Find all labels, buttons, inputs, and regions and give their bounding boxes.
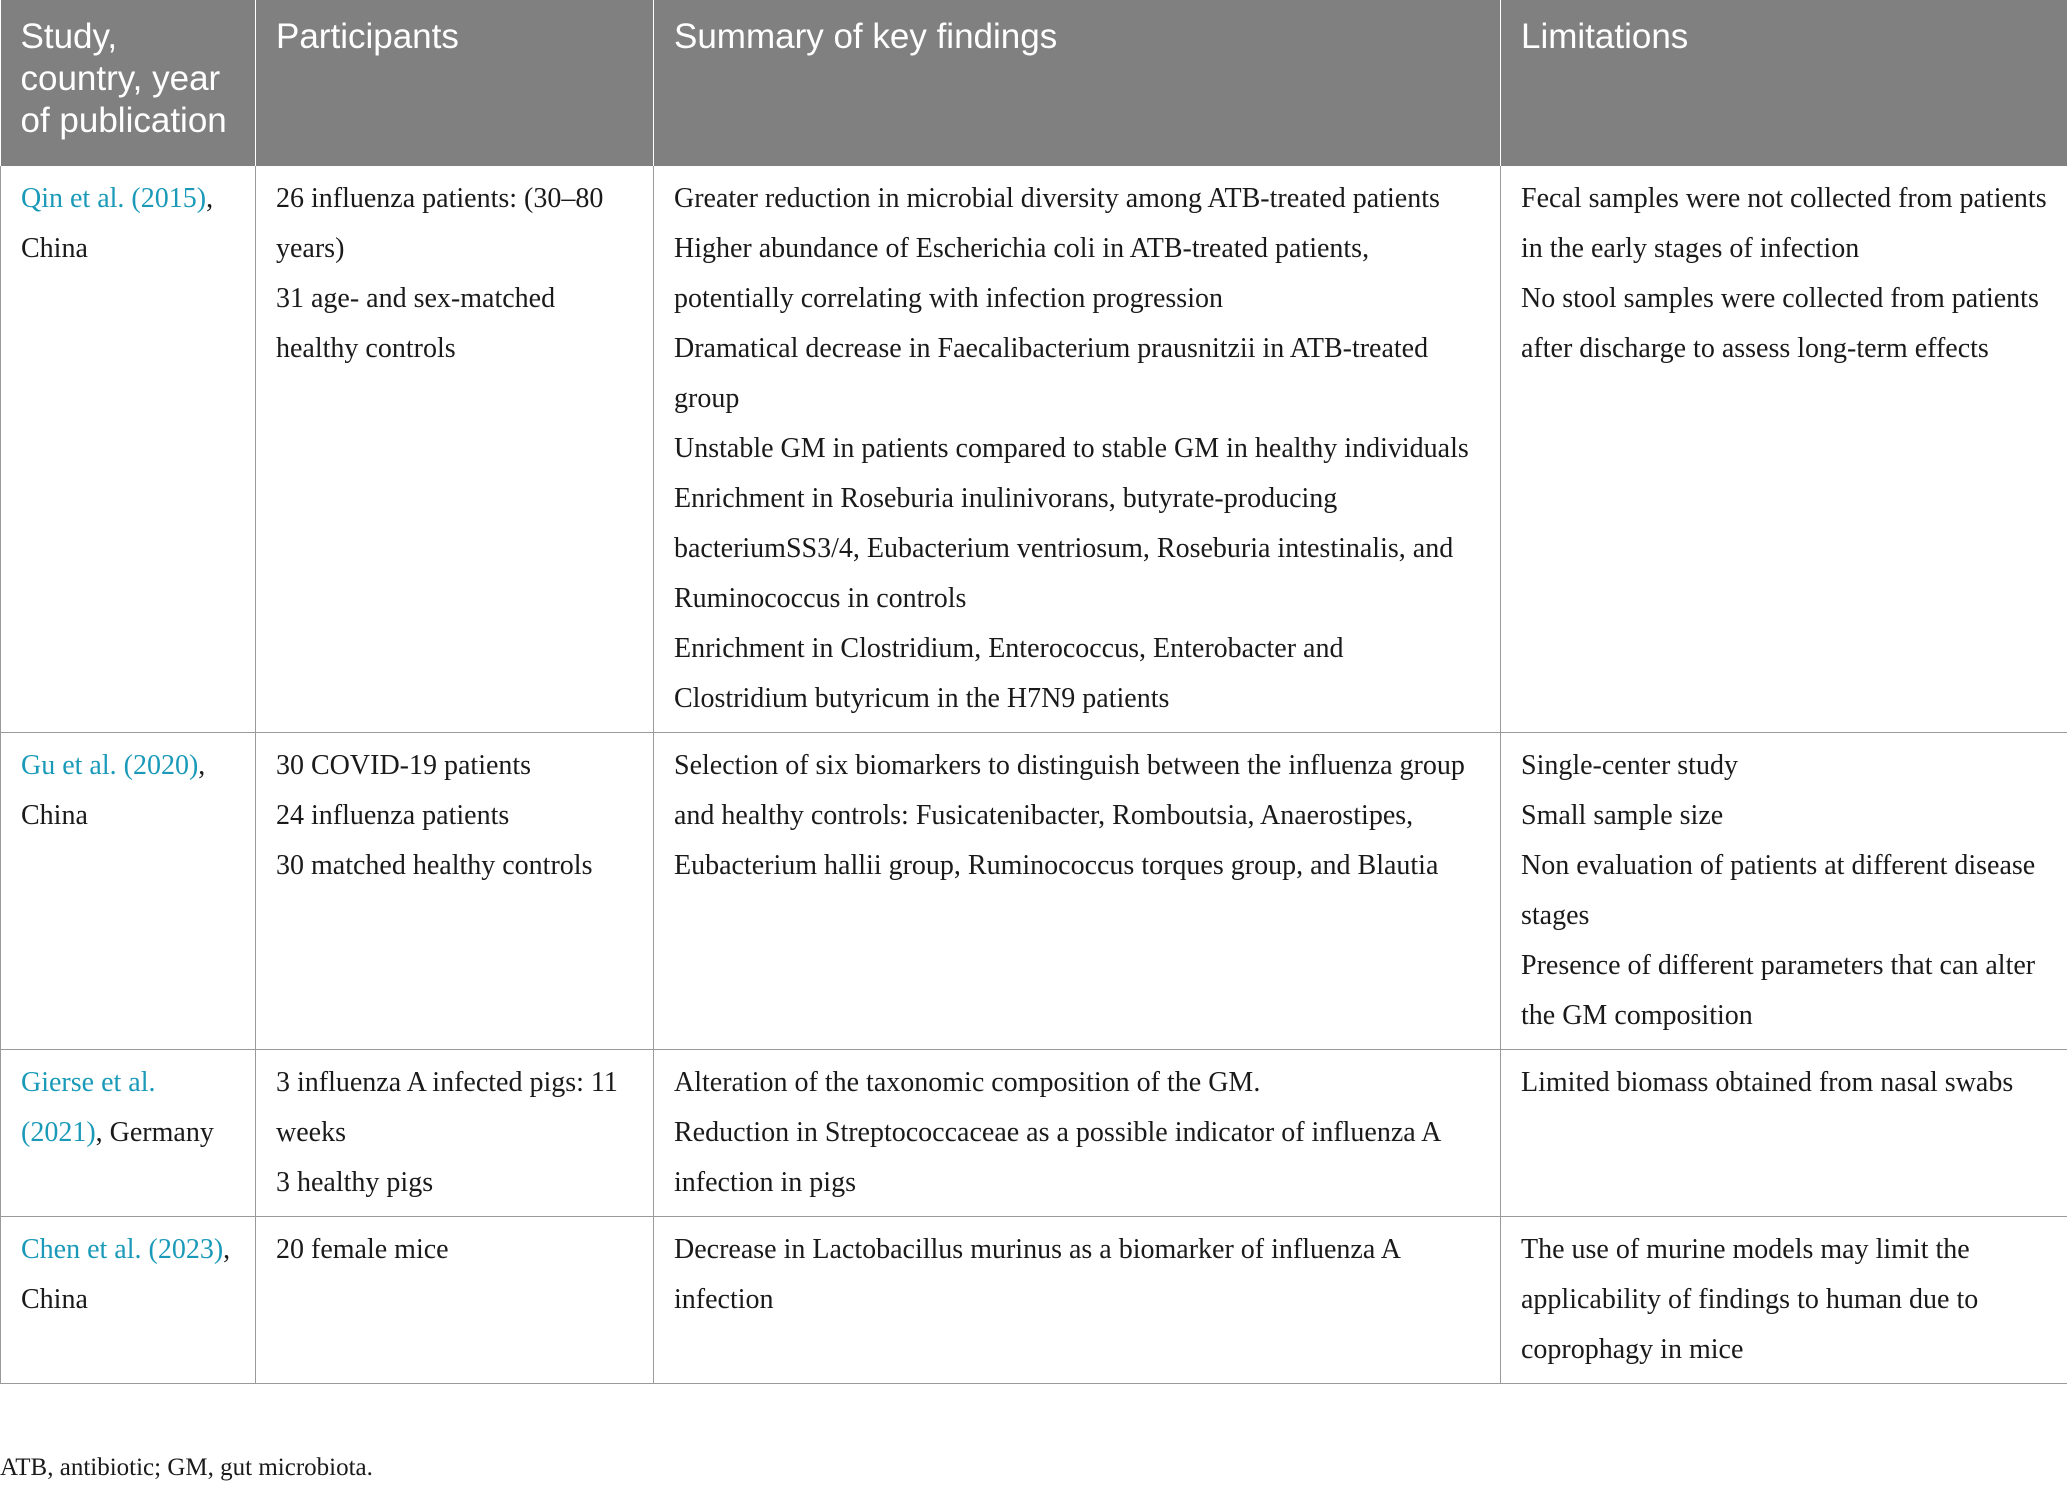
finding-line: Enrichment in Clostridium, Enterococcus, Enterobacter and Clostridium butyricum in the H7N9 patients (674, 633, 1344, 714)
participant-line: 30 COVID-19 patients (276, 750, 532, 781)
finding-line: Dramatical decrease in Faecalibacterium prausnitzii in ATB-treated group (674, 333, 1429, 414)
limitation-line: No stool samples were collected from patients after discharge to assess long-term effects (1521, 283, 2039, 364)
header-study: Study, country, year of publication (1, 0, 256, 166)
citation-link[interactable]: Gierse et al. (2021) (21, 1067, 156, 1148)
finding-line: Unstable GM in patients compared to stable GM in healthy individuals (674, 433, 1469, 464)
table-body (1, 166, 2067, 1384)
limitation-line: Limited biomass obtained from nasal swabs (1521, 1067, 2014, 1098)
study-country: , China (21, 750, 206, 831)
limitation-line: Small sample size (1521, 800, 1724, 831)
study-country: , Germany (95, 1117, 214, 1148)
header-limitations: Limitations (1501, 0, 2067, 166)
limitation-line: The use of murine models may limit the applicability of findings to human due to coprophagy in mice (1521, 1234, 1979, 1365)
table-row (1, 166, 2067, 733)
limitations-cell (1501, 1217, 2067, 1384)
table-row (1, 733, 2067, 1050)
participants-cell (256, 1217, 654, 1384)
study-cell (1, 166, 256, 733)
participant-line: 20 female mice (276, 1234, 449, 1265)
limitation-line: Presence of different parameters that can alter the GM composition (1521, 950, 2036, 1031)
study-country: , China (21, 1234, 231, 1315)
finding-line: Reduction in Streptococcaceae as a possible indicator of influenza A infection in pigs (674, 1117, 1440, 1198)
participant-line: 31 age- and sex-matched healthy controls (276, 283, 556, 364)
table-header (1, 0, 2067, 166)
study-cell (1, 1050, 256, 1217)
participants-cell (256, 166, 654, 733)
study-cell (1, 1217, 256, 1384)
limitations-cell (1501, 733, 2067, 1050)
citation-link[interactable]: Chen et al. (2023) (21, 1234, 224, 1265)
participant-line: 26 influenza patients: (30–80 years) (276, 183, 604, 264)
limitation-line: Single-center study (1521, 750, 1738, 781)
limitation-line: Non evaluation of patients at different disease stages (1521, 850, 2036, 931)
limitations-cell (1501, 1050, 2067, 1217)
participant-line: 3 influenza A infected pigs: 11 weeks (276, 1067, 618, 1148)
participant-line: 24 influenza patients (276, 800, 510, 831)
finding-line: Greater reduction in microbial diversity among ATB-treated patients (674, 183, 1440, 214)
limitation-line: Fecal samples were not collected from patients in the early stages of infection (1521, 183, 2047, 264)
findings-cell (654, 1217, 1501, 1384)
participant-line: 30 matched healthy controls (276, 850, 593, 881)
header-participants: Participants (256, 0, 654, 166)
findings-cell (654, 166, 1501, 733)
findings-cell (654, 733, 1501, 1050)
table-footnote: ATB, antibiotic; GM, gut microbiota. (0, 1454, 373, 1481)
citation-link[interactable]: Gu et al. (2020) (21, 750, 199, 781)
study-cell (1, 733, 256, 1050)
participants-cell (256, 1050, 654, 1217)
citation-link[interactable]: Qin et al. (2015) (21, 183, 207, 214)
header-findings: Summary of key findings (654, 0, 1501, 166)
table-row (1, 1217, 2067, 1384)
finding-line: Decrease in Lactobacillus murinus as a biomarker of influenza A infection (674, 1234, 1400, 1315)
limitations-cell (1501, 166, 2067, 733)
finding-line: Selection of six biomarkers to distinguish between the influenza group and healthy controls: Fusicatenibacter, Romboutsia, Anaerostipes, Eubacterium hallii group, Ruminococcus torques group, and Blautia (674, 750, 1465, 881)
participants-cell (256, 733, 654, 1050)
finding-line: Alteration of the taxonomic composition of the GM. (674, 1067, 1261, 1098)
finding-line: Higher abundance of Escherichia coli in ATB-treated patients, potentially correlating with infection progression (674, 233, 1370, 314)
findings-cell (654, 1050, 1501, 1217)
study-country: , China (21, 183, 214, 264)
table-row (1, 1050, 2067, 1217)
participant-line: 3 healthy pigs (276, 1167, 434, 1198)
finding-line: Enrichment in Roseburia inulinivorans, butyrate-producing bacteriumSS3/4, Eubacterium ventriosum, Roseburia intestinalis, and Ruminococcus in controls (674, 483, 1454, 614)
